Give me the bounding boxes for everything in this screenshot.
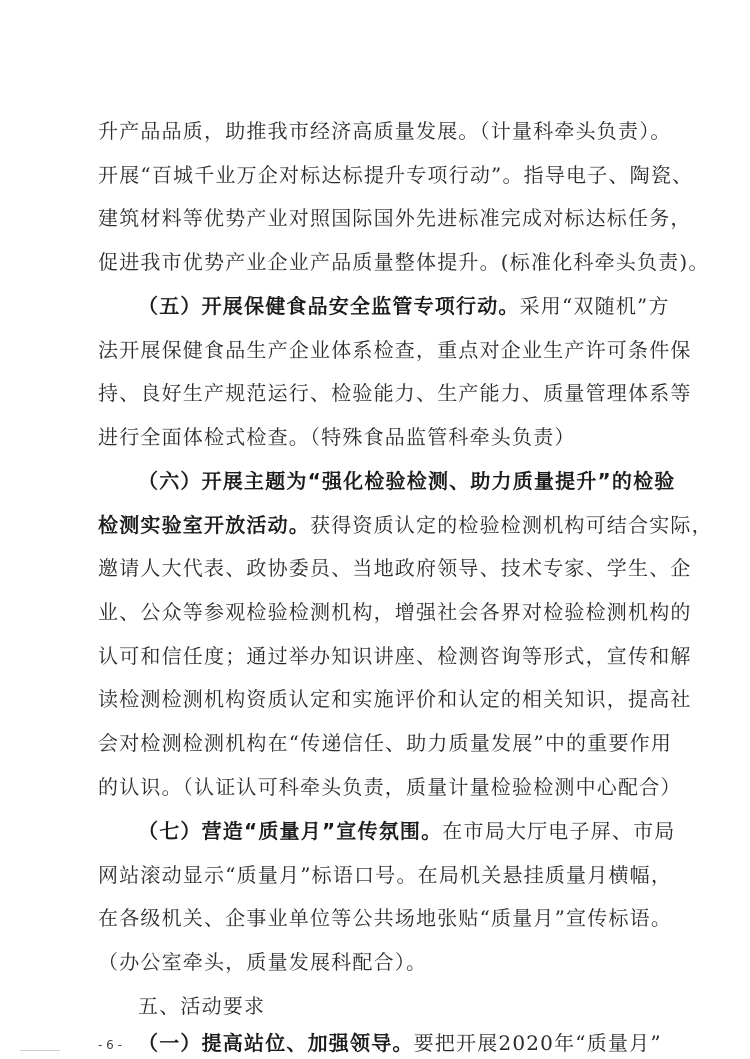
text-line — [98, 555, 750, 581]
text-line — [98, 118, 750, 144]
text-line — [98, 512, 750, 538]
text-span: 建筑材料等优势产业对照国际国外先进标准完成对标达标任务， — [98, 206, 692, 230]
text-span: 认可和信任度；通过举办知识讲座、检测咨询等形式，宣传和解 — [98, 644, 692, 668]
section-line — [138, 293, 750, 319]
section-heading: （一）提高站位、加强领导。 — [138, 1031, 414, 1055]
text-span: 进行全面体检式检查。（特殊食品监管科牵头负责） — [98, 425, 576, 449]
chapter-heading-line — [138, 993, 750, 1019]
text-line — [98, 249, 750, 275]
text-line — [98, 730, 750, 756]
text-line — [98, 380, 750, 406]
text-line — [98, 949, 750, 975]
text-span: 会对检测检测机构在“传递信任、助力质量发展”中的重要作用 — [98, 731, 673, 755]
text-span: 在市局大厅电子屏、市局 — [442, 819, 676, 843]
section-heading: （五）开展保健食品安全监管专项行动。 — [138, 294, 520, 318]
text-span: 采用“双随机”方 — [519, 294, 670, 318]
text-span: 促进我市优势产业企业产品质量整体提升。(标准化科牵头负责)。 — [98, 250, 710, 274]
text-span: 升产品品质，助推我市经济高质量发展。（计量科牵头负责）。 — [98, 119, 672, 143]
section-line — [138, 1030, 750, 1056]
text-line — [98, 599, 750, 625]
text-line — [98, 862, 750, 888]
text-line — [98, 205, 750, 231]
text-line — [98, 905, 750, 931]
page-number: - 6 - — [98, 1038, 122, 1052]
scan-artifact — [20, 1050, 60, 1051]
text-line — [98, 686, 750, 712]
section-line — [138, 468, 750, 494]
text-span: （办公室牵头，质量发展科配合）。 — [98, 950, 428, 974]
text-span: 获得资质认定的检验检测机构可结合实际， — [310, 513, 713, 537]
text-line — [98, 643, 750, 669]
text-span: 的认识。（认证认可科牵头负责，质量计量检验检测中心配合） — [98, 775, 682, 799]
section-heading: （七）营造“质量月”宣传氛围。 — [138, 819, 443, 843]
text-span: 在各级机关、企事业单位等公共场地张贴“质量月”宣传标语。 — [98, 906, 673, 930]
text-span: 持、良好生产规范运行、检验能力、生产能力、质量管理体系等 — [98, 381, 692, 405]
section-line — [138, 818, 750, 844]
text-span: 业、公众等参观检验检测机构，增强社会各界对检验检测机构的 — [98, 600, 692, 624]
text-line — [98, 774, 750, 800]
text-line — [98, 424, 750, 450]
section-heading: （六）开展主题为“强化检验检测、助力质量提升”的检验 — [138, 469, 676, 493]
text-span: 要把开展2020年“质量月” — [413, 1031, 662, 1055]
section-heading: 检测实验室开放活动。 — [98, 513, 310, 537]
text-line — [98, 337, 750, 363]
text-span: 网站滚动显示“质量月”标语口号。在局机关悬挂质量月横幅， — [98, 863, 673, 887]
text-span: 读检测检测机构资质认定和实施评价和认定的相关知识，提高社 — [98, 687, 692, 711]
text-line — [98, 162, 750, 188]
chapter-heading: 五、活动要求 — [138, 994, 266, 1018]
text-span: 邀请人大代表、政协委员、当地政府领导、技术专家、学生、企 — [98, 556, 692, 580]
text-span: 法开展保健食品生产企业体系检查，重点对企业生产许可条件保 — [98, 338, 692, 362]
text-span: 开展“百城千业万企对标达标提升专项行动”。指导电子、陶瓷、 — [98, 163, 694, 187]
